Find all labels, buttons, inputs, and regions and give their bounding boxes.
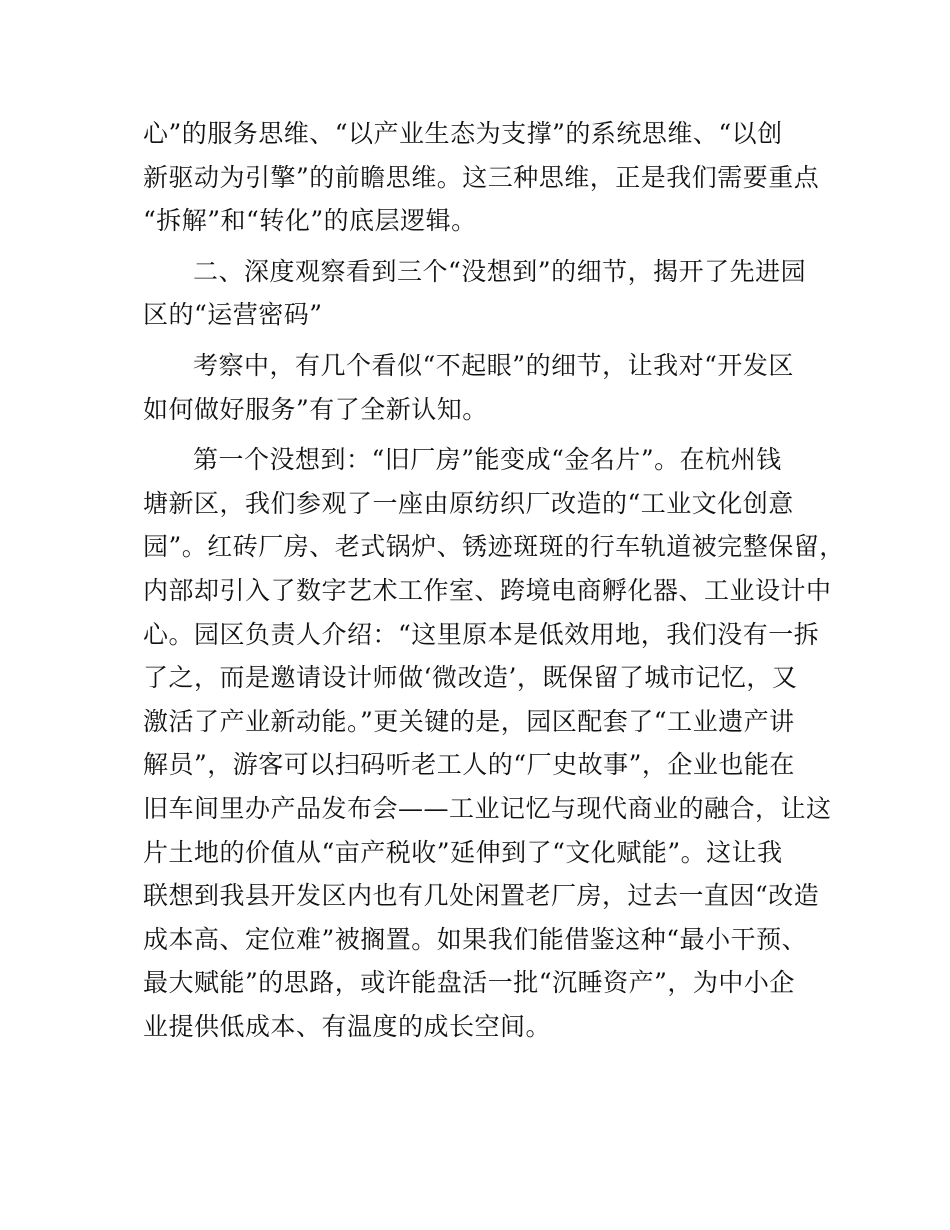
paragraph-line: 心。园区负责人介绍：“这里原本是低效用地，我们没有一拆 bbox=[143, 619, 820, 649]
paragraph-line: “拆解”和“转化”的底层逻辑。 bbox=[143, 206, 477, 236]
heading-line: 二、深度观察看到三个“没想到”的细节，揭开了先进园 bbox=[193, 256, 807, 286]
paragraph-line: 业提供低成本、有温度的成长空间。 bbox=[143, 1011, 552, 1041]
paragraph-line: 塘新区，我们参观了一座由原纺织厂改造的“工业文化创意 bbox=[143, 488, 794, 518]
paragraph-line: 园”。红砖厂房、老式锅炉、锈迹斑斑的行车轨道被完整保留， bbox=[143, 532, 845, 562]
paragraph-line: 内部却引入了数字艺术工作室、跨境电商孵化器、工业设计中 bbox=[143, 575, 832, 605]
section-heading-2 bbox=[143, 250, 823, 337]
paragraph-line: 片土地的价值从“亩产税收”延伸到了“文化赋能”。这让我 bbox=[143, 837, 783, 867]
paragraph-spacer bbox=[143, 431, 823, 438]
paragraph-line: 第一个没想到：“旧厂房”能变成“金名片”。在杭州钱 bbox=[193, 445, 782, 475]
paragraph-1 bbox=[143, 112, 823, 243]
paragraph-line: 了之，而是邀请设计师做‘微改造’，既保留了城市记忆，又 bbox=[143, 663, 798, 693]
paragraph-line: 心”的服务思维、“以产业生态为支撑”的系统思维、“以创 bbox=[143, 119, 783, 148]
paragraph-line: 最大赋能”的思路，或许能盘活一批“沉睡资产”，为中小企 bbox=[143, 968, 795, 998]
paragraph-line: 解员”，游客可以扫码听老工人的“厂史故事”，企业也能在 bbox=[143, 750, 795, 780]
paragraph-line: 旧车间里办产品发布会——工业记忆与现代商业的融合，让这 bbox=[143, 793, 832, 823]
document-page bbox=[143, 112, 845, 1048]
paragraph-line: 激活了产业新动能。”更关键的是，园区配套了“工业遗产讲 bbox=[143, 706, 795, 736]
paragraph-line: 新驱动为引擎”的前瞻思维。这三种思维，正是我们需要重点 bbox=[143, 162, 820, 192]
paragraph-line: 成本高、定位难”被搁置。如果我们能借鉴这种“最小干预、 bbox=[143, 924, 808, 954]
paragraph-line: 如何做好服务”有了全新认知。 bbox=[143, 394, 488, 424]
paragraph-line: 考察中，有几个看似“不起眼”的细节，让我对“开发区 bbox=[193, 350, 794, 380]
paragraph-spacer bbox=[143, 243, 823, 250]
paragraph-line: 联想到我县开发区内也有几处闲置老厂房，过去一直因“改造 bbox=[143, 881, 820, 911]
paragraph-spacer bbox=[143, 337, 823, 344]
paragraph-4 bbox=[143, 438, 845, 1048]
heading-line: 区的“运营密码” bbox=[143, 300, 323, 330]
paragraph-3 bbox=[143, 344, 823, 431]
